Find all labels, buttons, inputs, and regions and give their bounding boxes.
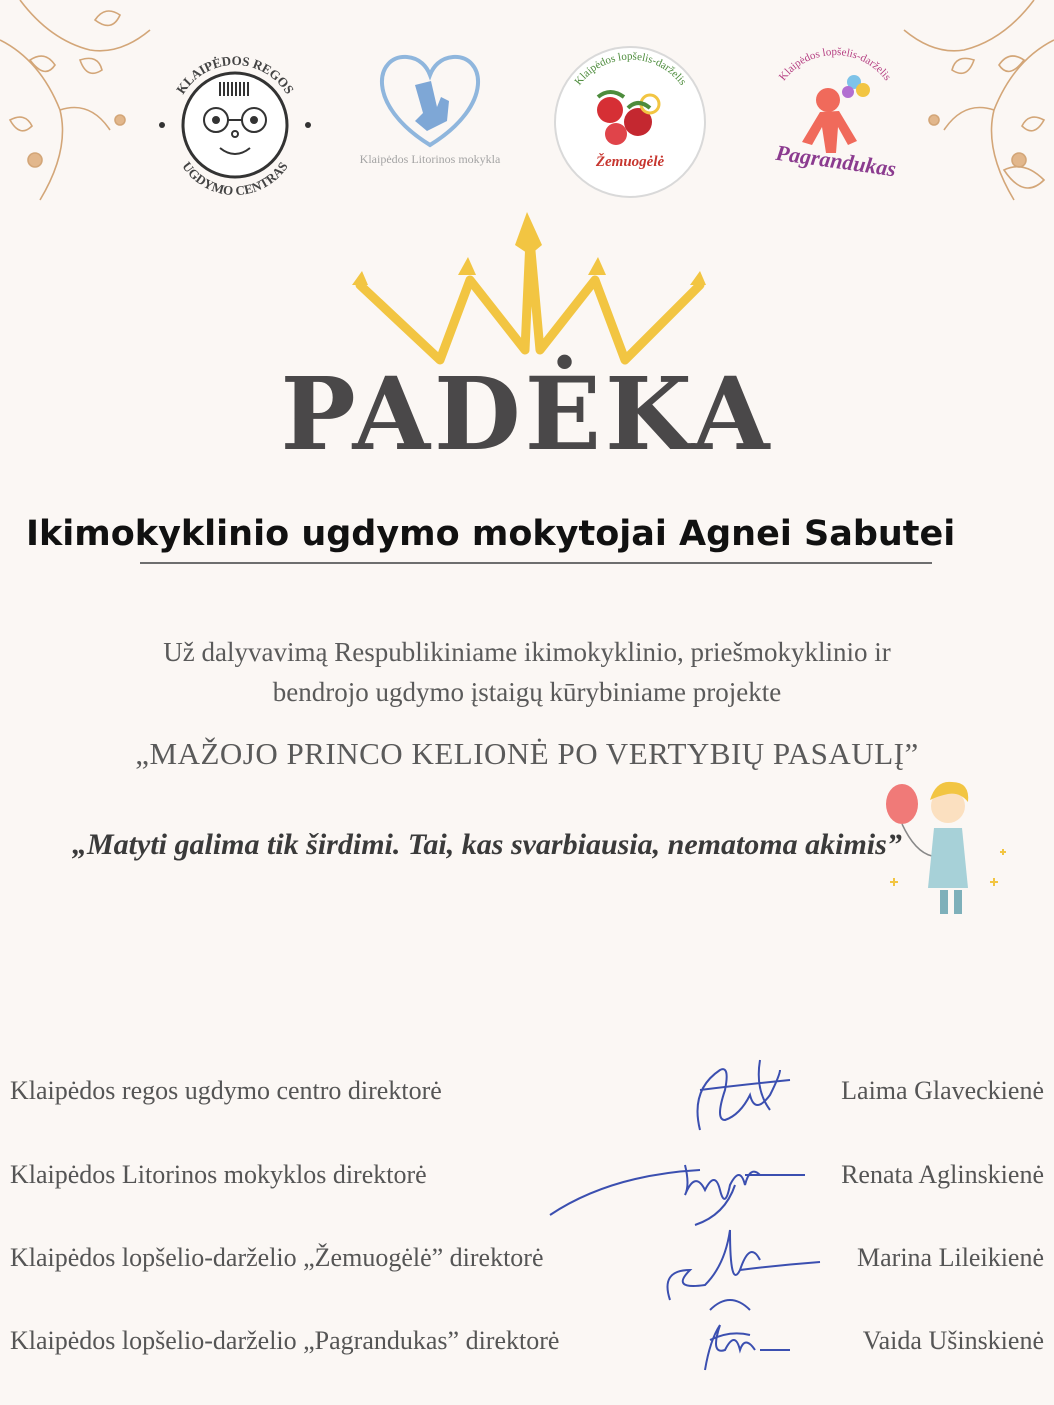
signatory-role-1: Klaipėdos regos ugdymo centro direktorė: [10, 1076, 442, 1105]
signatory-name-4: Vaida Ušinskienė: [862, 1326, 1044, 1355]
signatory-role-2: Klaipėdos Litorinos mokyklos direktorė: [10, 1160, 427, 1189]
signatory-role-3: Klaipėdos lopšelio-darželio „Žemuogėlė” direktorė: [10, 1243, 544, 1272]
little-prince-illustration-icon: [870, 772, 1020, 932]
recipient-name: Ikimokyklinio ugdymo mokytojai Agnei Sabutei: [26, 514, 956, 554]
recipient-underline: [140, 562, 932, 564]
quote-text: „Matyti galima tik širdimi. Tai, kas svarbiausia, nematoma akimis”: [72, 828, 902, 861]
signatory-name-1: Laima Glaveckienė: [841, 1076, 1044, 1105]
signatory-name-3: Marina Lileikienė: [857, 1243, 1044, 1272]
regos-logo-top-text: KLAIPĖDOS REGOS: [173, 52, 298, 97]
signatory-row-1: [10, 1076, 1044, 1116]
signatory-row-3: [10, 1243, 1044, 1283]
signatory-row-4: [10, 1326, 1044, 1366]
pagrandukas-logo-name: Pagrandukas: [774, 139, 898, 182]
signatory-role-4: Klaipėdos lopšelio-darželio „Pagrandukas” direktorė: [10, 1326, 560, 1355]
zemuogele-logo-name: Žemuogėlė: [595, 154, 665, 170]
handwritten-signature-3-icon: [650, 1210, 830, 1320]
zemuogele-logo-top-text: Klaipėdos lopšelis-darželis: [572, 50, 689, 88]
participation-line-2: bendrojo ugdymo įstaigų kūrybiniame projekte: [272, 677, 782, 707]
svg-text:Klaipėdos lopšelis-darželis: [777, 46, 893, 83]
handwritten-signature-4-icon: [690, 1310, 800, 1380]
regos-centras-logo: [150, 40, 320, 210]
participation-text: [60, 632, 994, 712]
litorinos-logo-text: Klaipėdos Litorinos mokykla: [359, 152, 501, 166]
zemuogele-logo: [548, 42, 713, 202]
handwritten-signature-1-icon: [670, 1050, 810, 1140]
project-name: „MAŽOJO PRINCO KELIONĖ PO VERTYBIŲ PASAULĮ”: [135, 736, 919, 771]
signatory-row-2: [10, 1160, 1044, 1200]
certificate-title: PADĖKA: [280, 355, 774, 473]
floral-corner-left-icon: [0, 0, 160, 220]
pagrandukas-logo: [750, 40, 920, 200]
regos-logo-bottom-text: UGDYMO CENTRAS: [179, 158, 291, 199]
signatory-name-2: Renata Aglinskienė: [841, 1160, 1044, 1189]
pagrandukas-logo-top-text: Klaipėdos lopšelis-darželis: [776, 45, 894, 83]
litorinos-logo: [345, 45, 515, 195]
participation-line-1: Už dalyvavimą Respublikiniame ikimokyklinio, priešmokyklinio ir: [163, 637, 891, 667]
crown-icon: [330, 200, 730, 380]
